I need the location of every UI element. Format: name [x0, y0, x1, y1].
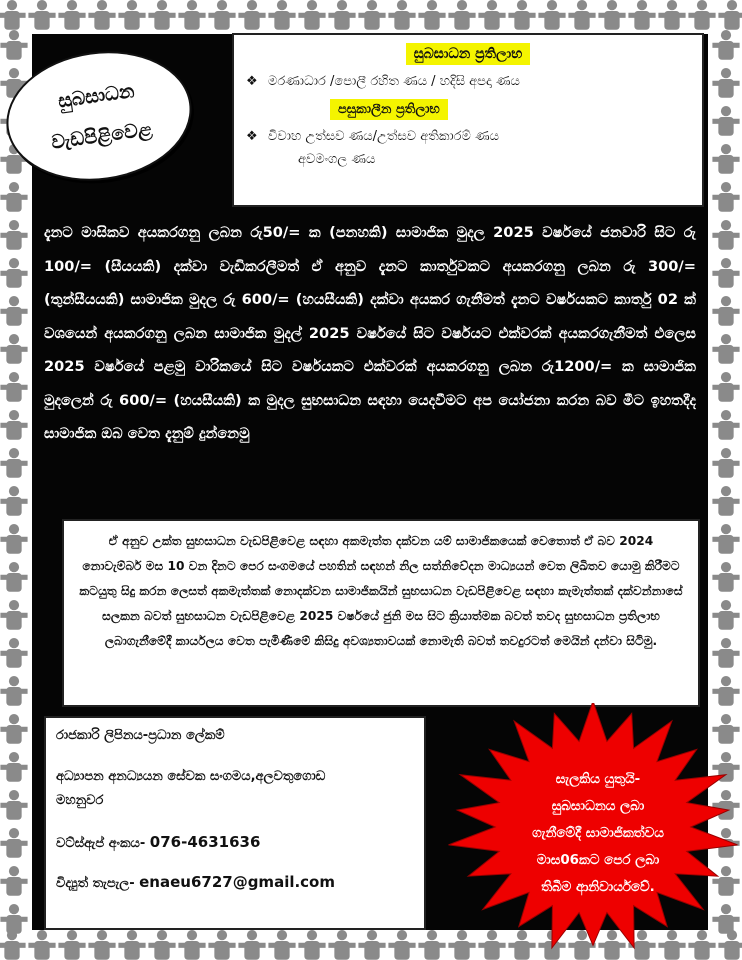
person-silhouette-icon: [538, 0, 565, 30]
person-silhouette-icon: [0, 638, 27, 668]
person-silhouette-icon: [0, 334, 27, 364]
whatsapp-number: 076-4631636: [149, 833, 261, 851]
person-silhouette-icon: [0, 258, 27, 288]
diamond-bullet-icon: ❖: [246, 129, 258, 144]
note-line-5: තිබීම ආනිවාර්යවේ.: [541, 880, 655, 895]
person-silhouette-icon: [448, 0, 475, 30]
person-silhouette-icon: [0, 524, 27, 554]
person-silhouette-icon: [0, 904, 27, 934]
person-silhouette-icon: [238, 930, 265, 960]
title-line-2: වැඩපිළිවෙළ: [49, 117, 154, 154]
person-silhouette-icon: [712, 220, 739, 250]
person-silhouette-icon: [0, 562, 27, 592]
benefit-item-2: [246, 126, 690, 148]
person-silhouette-icon: [0, 372, 27, 402]
person-silhouette-icon: [628, 0, 655, 30]
person-silhouette-icon: [658, 0, 685, 30]
benefits-heading: සුබසාධන ප්‍රතිලාභ: [406, 43, 531, 65]
person-silhouette-icon: [0, 600, 27, 630]
person-silhouette-icon: [718, 0, 742, 30]
person-silhouette-icon: [712, 296, 739, 326]
person-silhouette-icon: [712, 182, 739, 212]
person-silhouette-icon: [712, 68, 739, 98]
person-silhouette-icon: [0, 448, 27, 478]
person-silhouette-icon: [118, 0, 145, 30]
diamond-bullet-icon: ❖: [246, 74, 258, 89]
person-silhouette-icon: [0, 486, 27, 516]
person-silhouette-icon: [328, 930, 355, 960]
person-silhouette-icon: [418, 0, 445, 30]
person-silhouette-icon: [0, 790, 27, 820]
person-silhouette-icon: [358, 0, 385, 30]
person-silhouette-icon: [712, 144, 739, 174]
person-silhouette-icon: [268, 0, 295, 30]
benefit-item-1: [246, 71, 690, 93]
person-silhouette-icon: [0, 296, 27, 326]
person-silhouette-icon: [0, 410, 27, 440]
person-silhouette-icon: [298, 930, 325, 960]
person-silhouette-icon: [0, 30, 27, 60]
person-silhouette-icon: [0, 866, 27, 896]
contact-email: [56, 873, 414, 891]
important-note: [528, 766, 668, 901]
person-silhouette-icon: [712, 600, 739, 630]
person-silhouette-icon: [508, 0, 535, 30]
person-silhouette-icon: [712, 372, 739, 402]
person-silhouette-icon: [358, 930, 385, 960]
person-silhouette-icon: [208, 930, 235, 960]
note-line-3: ගැනීමේදී සාමාජිකත්වය: [532, 826, 664, 841]
later-benefits-heading: පසුකාලීන ප්‍රතිලාභ: [330, 99, 448, 120]
person-silhouette-icon: [148, 0, 175, 30]
person-silhouette-icon: [0, 676, 27, 706]
person-silhouette-icon: [208, 0, 235, 30]
person-silhouette-icon: [568, 0, 595, 30]
benefit-item-2-text: විවාහ උත්සව ණය/උත්සව අතිකාරම් ණය: [268, 129, 499, 144]
person-silhouette-icon: [28, 0, 55, 30]
person-silhouette-icon: [0, 220, 27, 250]
person-silhouette-icon: [298, 0, 325, 30]
person-silhouette-icon: [712, 334, 739, 364]
person-silhouette-icon: [238, 0, 265, 30]
benefit-item-2-continued: අවමංගල ණය: [298, 152, 376, 167]
person-silhouette-icon: [388, 0, 415, 30]
notice-paragraph: දැනට මාසිකව අයකරගනු ලබන රු50/= ක (පනහකි) සාමාජික මුදල 2025 වර්ෂයේ ජනවාරි සිට රු 100/= (සීයයකි) දක්වා වැඩිකරලීමත් ඒ අනුව දැනට කාර්තුවකට අයකරගනු ලබන රු 300/= (තුන්සීයයකි) සාමාජික මුදල රු 600/= (හයසීයකි) දක්වා අයකර ගැනීමත් දැනට වර්ෂයකට කාර්තු 02 ක් වශයෙන් අයකරගනු ලබන සාමාජික මුදල් 2025 වර්ෂයේ සිට වර්ෂයට එක්වරක් අයකරගැනීමත් එලෙස 2025 වර්ෂයේ පළමු වාරිකයේ සිට වර්ෂයකට එක්වරක් අයකරගනු ලබන රු1200/= ක සාමාජික මුදලෙන් රු 600/= (හයසීයකි) ක මුදල සුභසාධන සඳහා යෙදවීමට අප යෝජනා කරන බව මීට ඉහතදීද සාමාජික ඔබ වෙත දැනුම් දුන්නෙමු: [44, 224, 696, 442]
contact-box: [44, 716, 426, 930]
whatsapp-label: වට්ස්ඇප් අංකය-: [56, 836, 146, 851]
person-silhouette-icon: [712, 30, 739, 60]
person-silhouette-icon: [712, 486, 739, 516]
benefits-box: [232, 33, 704, 207]
person-silhouette-icon: [178, 930, 205, 960]
person-silhouette-icon: [712, 638, 739, 668]
person-silhouette-icon: [58, 930, 85, 960]
person-silhouette-icon: [148, 930, 175, 960]
note-line-1: සැලකිය යුතුයි-: [555, 772, 641, 787]
email-label: විද්‍යුත් තැපැල-: [56, 876, 135, 891]
person-silhouette-icon: [418, 930, 445, 960]
person-silhouette-icon: [0, 752, 27, 782]
person-silhouette-icon: [712, 258, 739, 288]
person-silhouette-icon: [328, 0, 355, 30]
person-silhouette-icon: [0, 0, 26, 30]
person-silhouette-icon: [712, 448, 739, 478]
person-silhouette-icon: [712, 410, 739, 440]
person-silhouette-icon: [88, 0, 115, 30]
contact-union-line-1: අධ්‍යාපන අනධ්‍යයන සේවක සංගමය,අලවතුගොඩ: [56, 769, 326, 784]
benefit-item-1-text: මරණාධාර /පොලී රහිත ණය / හදිසි අපදා ණය: [268, 74, 520, 89]
note-line-4: මාස06කට පෙර ලබා: [536, 853, 660, 868]
contact-whatsapp: [56, 833, 414, 851]
info-box: ඒ අනුව උක්ත සුභසාධන වැඩපිළිවෙළ සඳහා අකමැත්ත දක්වන යම් සාමාජිකයෙක් වෙතොත් ඒ බව 2024 නොවැම්බර් මස 10 වන දිනට පෙර සංගමයේ පහතින් සඳහන් නිල සත්නිවේදන මාධ්‍යයන් වෙත ලිඛිතව යොමු කිරීමට කටයුතු සිදු කරන ලෙසත් අකමැත්තක් නොදක්වන සාමාජිකයින් සුභසාධන වැඩපිළිවෙළ සඳහා කැමැත්තක් දක්වන්නාසේ සලකන බවත් සුභසාධන වැඩපිළිවෙළ 2025 වර්ෂයේ ජුනි මස සිට ක්‍රියාත්මක බවත් තවද සුභසාධන ප්‍රතිලාභ ලබාගැනීමේදී කාර්යලය වෙත පැමිණීමේ කිසිදු අවශ්‍යතාවයක් නොමැති බවත් තවදුරටත් මෙයින් දන්වා සිටිමු.: [62, 519, 700, 707]
person-silhouette-icon: [388, 930, 415, 960]
email-address: enaeu6727@gmail.com: [139, 873, 335, 891]
person-silhouette-icon: [712, 676, 739, 706]
title-line-1: සුබසාධන: [56, 79, 136, 113]
person-silhouette-icon: [178, 0, 205, 30]
person-silhouette-icon: [688, 0, 715, 30]
person-silhouette-icon: [0, 930, 26, 960]
person-silhouette-icon: [28, 930, 55, 960]
contact-department: රාජකාරි ලිපිනය-ප්‍රධාන ලේකම්: [56, 728, 225, 743]
person-silhouette-icon: [598, 0, 625, 30]
person-silhouette-icon: [0, 714, 27, 744]
person-silhouette-icon: [118, 930, 145, 960]
person-silhouette-icon: [268, 930, 295, 960]
person-silhouette-icon: [712, 562, 739, 592]
person-silhouette-icon: [0, 828, 27, 858]
person-silhouette-icon: [0, 182, 27, 212]
person-silhouette-icon: [712, 106, 739, 136]
contact-union: [56, 765, 414, 813]
contact-union-line-2: මහනුවර: [56, 793, 104, 808]
person-silhouette-icon: [88, 930, 115, 960]
note-line-2: සුබසාධනය ලබා: [551, 799, 645, 814]
person-silhouette-icon: [58, 0, 85, 30]
person-silhouette-icon: [712, 524, 739, 554]
person-silhouette-icon: [478, 0, 505, 30]
